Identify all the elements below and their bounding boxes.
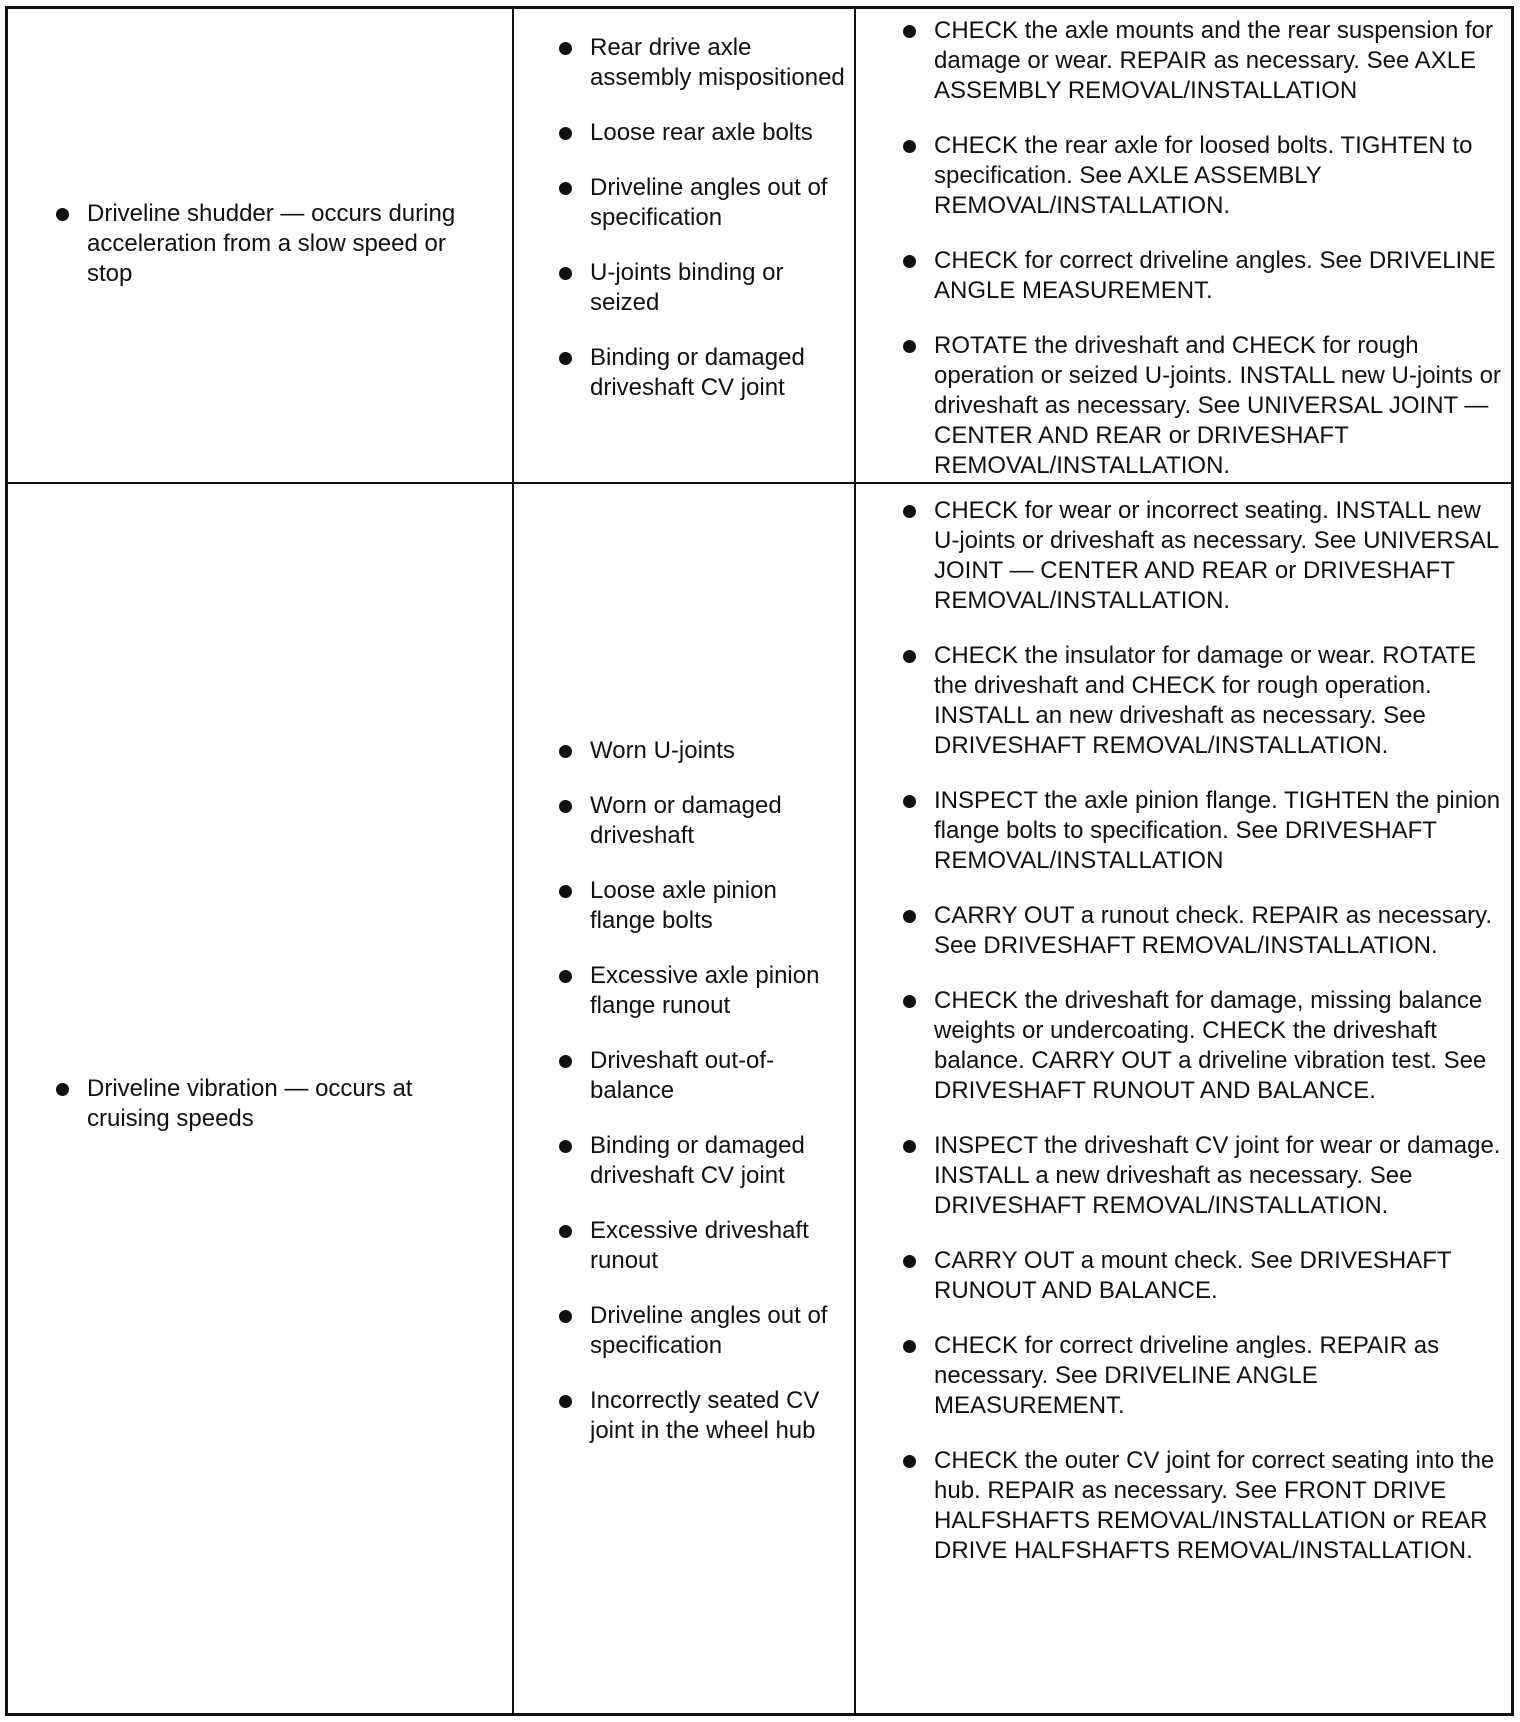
action-item: INSPECT the driveshaft CV joint for wear or damage. INSTALL a new driveshaft as necessary. See DRIVESHAFT REMOVAL/INSTALLATION. bbox=[901, 1131, 1511, 1221]
bullet-icon bbox=[903, 995, 916, 1008]
bullet-icon bbox=[559, 1395, 572, 1408]
bullet-icon bbox=[559, 1225, 572, 1238]
cause-item: Rear drive axle assembly mispositioned bbox=[557, 33, 847, 93]
column-divider bbox=[512, 9, 514, 1713]
bullet-icon bbox=[903, 1140, 916, 1153]
row-1-actions-list bbox=[901, 16, 1511, 481]
bullet-icon bbox=[903, 910, 916, 923]
bullet-icon bbox=[903, 140, 916, 153]
cause-item: Driveline angles out of specification bbox=[557, 1301, 847, 1361]
action-item: CHECK for wear or incorrect seating. INSTALL new U-joints or driveshaft as necessary. See UNIVERSAL JOINT — CENTER AND REAR or DRIVESHAFT REMOVAL/INSTALLATION. bbox=[901, 496, 1511, 616]
cause-item: Excessive driveshaft runout bbox=[557, 1216, 847, 1276]
row-2-symptom-cell bbox=[54, 1074, 494, 1134]
row-2-actions-list bbox=[901, 496, 1511, 1566]
bullet-icon bbox=[56, 208, 69, 221]
bullet-icon bbox=[903, 25, 916, 38]
row-1-symptom-list bbox=[54, 199, 494, 289]
action-item: CHECK for correct driveline angles. REPAIR as necessary. See DRIVELINE ANGLE MEASUREMENT. bbox=[901, 1331, 1511, 1421]
row-1-causes-list bbox=[557, 33, 847, 403]
bullet-icon bbox=[903, 340, 916, 353]
bullet-icon bbox=[903, 1255, 916, 1268]
bullet-icon bbox=[559, 1310, 572, 1323]
row-1-symptom-cell bbox=[54, 199, 494, 289]
row-2-actions-cell bbox=[901, 496, 1511, 1566]
cause-item: Driveshaft out-of-balance bbox=[557, 1046, 847, 1106]
action-item: ROTATE the driveshaft and CHECK for rough operation or seized U-joints. INSTALL new U-joints or driveshaft as necessary. See UNIVERSAL JOINT — CENTER AND REAR or DRIVESHAFT REMOVAL/INSTALLATION. bbox=[901, 331, 1511, 481]
bullet-icon bbox=[559, 127, 572, 140]
action-item: CHECK the insulator for damage or wear. ROTATE the driveshaft and CHECK for rough operation. INSTALL an new driveshaft as necessary. See DRIVESHAFT REMOVAL/INSTALLATION. bbox=[901, 641, 1511, 761]
action-item: CHECK for correct driveline angles. See DRIVELINE ANGLE MEASUREMENT. bbox=[901, 246, 1511, 306]
symptom-item: Driveline shudder — occurs during acceleration from a slow speed or stop bbox=[54, 199, 494, 289]
cause-item: Loose axle pinion flange bolts bbox=[557, 876, 847, 936]
bullet-icon bbox=[56, 1083, 69, 1096]
bullet-icon bbox=[559, 800, 572, 813]
bullet-icon bbox=[903, 1455, 916, 1468]
cause-item: Worn U-joints bbox=[557, 736, 847, 766]
bullet-icon bbox=[903, 650, 916, 663]
bullet-icon bbox=[559, 267, 572, 280]
action-item: CARRY OUT a mount check. See DRIVESHAFT RUNOUT AND BALANCE. bbox=[901, 1246, 1511, 1306]
action-item: CARRY OUT a runout check. REPAIR as necessary. See DRIVESHAFT REMOVAL/INSTALLATION. bbox=[901, 901, 1511, 961]
row-1-actions-cell bbox=[901, 16, 1511, 481]
row-1-causes-cell bbox=[557, 33, 847, 403]
bullet-icon bbox=[559, 745, 572, 758]
row-2-causes-cell bbox=[557, 736, 847, 1446]
bullet-icon bbox=[559, 970, 572, 983]
action-item: CHECK the outer CV joint for correct seating into the hub. REPAIR as necessary. See FRONT DRIVE HALFSHAFTS REMOVAL/INSTALLATION or REAR DRIVE HALFSHAFTS REMOVAL/INSTALLATION. bbox=[901, 1446, 1511, 1566]
cause-item: Binding or damaged driveshaft CV joint bbox=[557, 1131, 847, 1191]
bullet-icon bbox=[903, 795, 916, 808]
cause-item: U-joints binding or seized bbox=[557, 258, 847, 318]
cause-item: Loose rear axle bolts bbox=[557, 118, 847, 148]
bullet-icon bbox=[903, 505, 916, 518]
action-item: CHECK the axle mounts and the rear suspension for damage or wear. REPAIR as necessary. See AXLE ASSEMBLY REMOVAL/INSTALLATION bbox=[901, 16, 1511, 106]
bullet-icon bbox=[903, 255, 916, 268]
cause-item: Excessive axle pinion flange runout bbox=[557, 961, 847, 1021]
bullet-icon bbox=[559, 182, 572, 195]
cause-item: Driveline angles out of specification bbox=[557, 173, 847, 233]
symptom-item: Driveline vibration — occurs at cruising speeds bbox=[54, 1074, 494, 1134]
cause-item: Incorrectly seated CV joint in the wheel hub bbox=[557, 1386, 847, 1446]
action-item: INSPECT the axle pinion flange. TIGHTEN the pinion flange bolts to specification. See DRIVESHAFT REMOVAL/INSTALLATION bbox=[901, 786, 1511, 876]
bullet-icon bbox=[559, 1140, 572, 1153]
cause-item: Binding or damaged driveshaft CV joint bbox=[557, 343, 847, 403]
bullet-icon bbox=[559, 1055, 572, 1068]
diagnosis-table bbox=[5, 6, 1514, 1716]
bullet-icon bbox=[903, 1340, 916, 1353]
bullet-icon bbox=[559, 352, 572, 365]
row-divider bbox=[8, 482, 1511, 484]
action-item: CHECK the driveshaft for damage, missing balance weights or undercoating. CHECK the driveshaft balance. CARRY OUT a driveline vibration test. See DRIVESHAFT RUNOUT AND BALANCE. bbox=[901, 986, 1511, 1106]
bullet-icon bbox=[559, 42, 572, 55]
row-2-causes-list bbox=[557, 736, 847, 1446]
row-2-symptom-list bbox=[54, 1074, 494, 1134]
action-item: CHECK the rear axle for loosed bolts. TIGHTEN to specification. See AXLE ASSEMBLY REMOVAL/INSTALLATION. bbox=[901, 131, 1511, 221]
cause-item: Worn or damaged driveshaft bbox=[557, 791, 847, 851]
bullet-icon bbox=[559, 885, 572, 898]
column-divider bbox=[854, 9, 856, 1713]
